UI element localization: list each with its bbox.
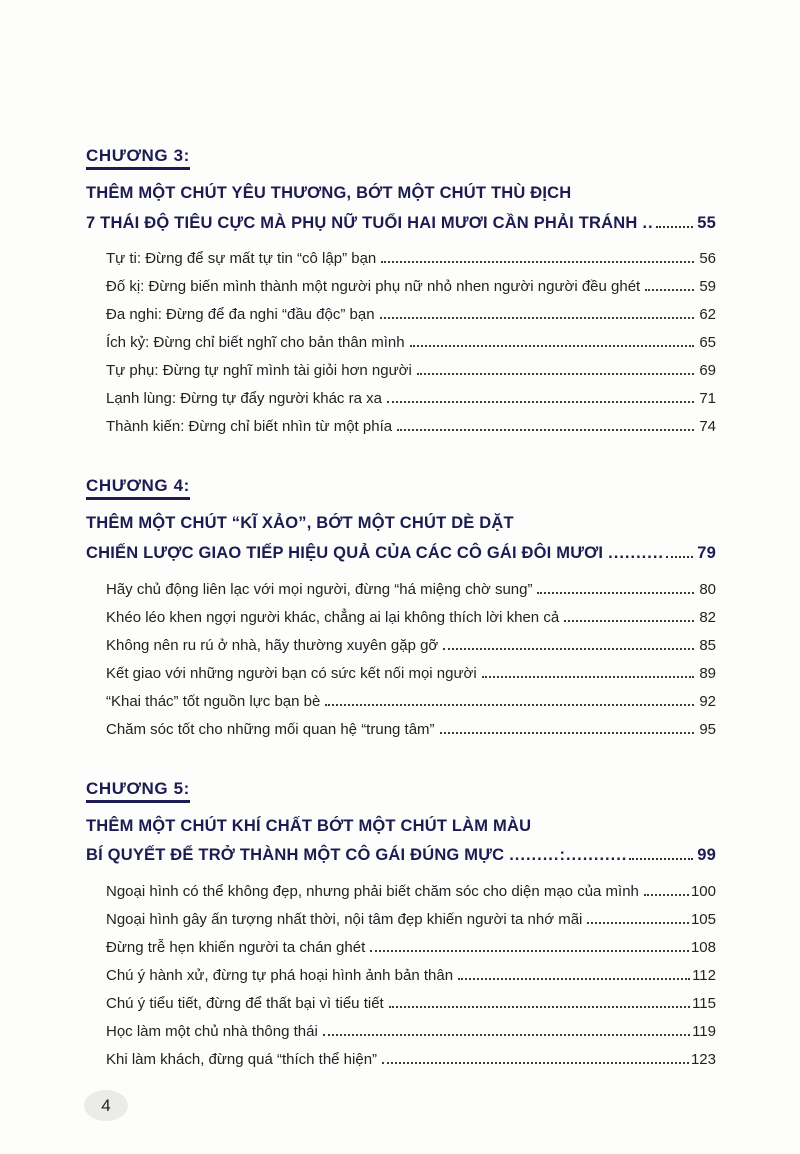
dot-leader bbox=[325, 704, 694, 706]
toc-entry-text: Chú ý hành xử, đừng tự phá hoại hình ảnh bản thân bbox=[106, 967, 454, 985]
toc-entry bbox=[106, 390, 716, 408]
toc-entry-text: Thành kiến: Đừng chỉ biết nhìn từ một phía bbox=[106, 418, 393, 436]
toc-entry-text: Ngoại hình gây ấn tượng nhất thời, nội tâm đẹp khiến người ta nhớ mãi bbox=[106, 911, 583, 929]
toc-entry-page: 56 bbox=[699, 250, 716, 268]
dot-leader bbox=[443, 648, 694, 650]
chapter-5-leader-dots: .........:........... bbox=[509, 846, 628, 865]
toc-entry-page: 69 bbox=[699, 362, 716, 380]
dot-leader bbox=[644, 894, 689, 896]
toc-entry-text: Không nên ru rú ở nhà, hãy thường xuyên gặp gỡ bbox=[106, 636, 439, 654]
chapter-3-section bbox=[86, 146, 716, 436]
chapter-3-title-text: 7 THÁI ĐỘ TIÊU CỰC MÀ PHỤ NỮ TUỔI HAI MƯƠI CẦN PHẢI TRÁNH bbox=[86, 213, 638, 232]
toc-entry-text: Đa nghi: Đừng để đa nghi “đầu độc” bạn bbox=[106, 306, 375, 324]
toc-entry-text: Đố kị: Đừng biến mình thành một người phụ nữ nhỏ nhen người người đều ghét bbox=[106, 278, 641, 296]
dot-leader bbox=[587, 922, 689, 924]
toc-entry-text: Chăm sóc tốt cho những mối quan hệ “trung tâm” bbox=[106, 720, 435, 738]
dot-leader bbox=[537, 592, 694, 594]
dot-leader bbox=[645, 289, 694, 291]
toc-entry bbox=[106, 609, 716, 627]
chapter-5-section bbox=[86, 779, 716, 1069]
toc-entry bbox=[106, 721, 716, 739]
chapter-5-title-line1: THÊM MỘT CHÚT KHÍ CHẤT BỚT MỘT CHÚT LÀM MÀU bbox=[86, 816, 532, 835]
toc-entry-text: Tự phụ: Đừng tự nghĩ mình tài giỏi hơn người bbox=[106, 362, 412, 380]
chapter-3-label: CHƯƠNG 3: bbox=[86, 146, 190, 170]
dot-leader bbox=[381, 261, 694, 263]
dot-leader bbox=[417, 373, 694, 375]
toc-entry-text: Khi làm khách, đừng quá “thích thể hiện” bbox=[106, 1051, 378, 1069]
toc-entry-page: 119 bbox=[692, 1023, 716, 1041]
toc-entry-text: “Khai thác” tốt nguồn lực bạn bè bbox=[106, 692, 321, 710]
toc-entry bbox=[106, 250, 716, 268]
dot-leader bbox=[382, 1062, 689, 1064]
toc-entry-page: 74 bbox=[699, 418, 716, 436]
toc-entry bbox=[106, 362, 716, 380]
chapter-4-section bbox=[86, 476, 716, 738]
toc-entry bbox=[106, 334, 716, 352]
chapter-3-leader-dots: .. bbox=[642, 213, 654, 232]
toc-entry-page: 108 bbox=[690, 939, 716, 957]
toc-entry-page: 59 bbox=[699, 278, 716, 296]
toc-entry-text: Học làm một chủ nhà thông thái bbox=[106, 1023, 318, 1041]
chapter-4-leader-dots: .......... bbox=[608, 544, 664, 563]
toc-entry-page: 123 bbox=[690, 1051, 716, 1069]
dot-leader bbox=[323, 1034, 690, 1036]
toc-entry-page: 115 bbox=[692, 995, 716, 1013]
toc-entry-page: 112 bbox=[692, 967, 716, 985]
toc-entry-page: 65 bbox=[699, 334, 716, 352]
toc-entry-text: Kết giao với những người bạn có sức kết nối mọi người bbox=[106, 664, 477, 682]
toc-entry bbox=[106, 693, 716, 711]
chapter-5-title-line2 bbox=[86, 841, 716, 871]
toc-entry-page: 105 bbox=[690, 911, 716, 929]
toc-entry-text: Chú ý tiểu tiết, đừng để thất bại vì tiểu tiết bbox=[106, 995, 384, 1013]
toc-entry bbox=[106, 995, 716, 1013]
chapter-4-entries bbox=[106, 581, 716, 739]
toc-entry bbox=[106, 418, 716, 436]
chapter-3-title-line1: THÊM MỘT CHÚT YÊU THƯƠNG, BỚT MỘT CHÚT THÙ ĐỊCH bbox=[86, 184, 572, 202]
toc-entry-text: Lạnh lùng: Đừng tự đẩy người khác ra xa bbox=[106, 390, 382, 408]
dot-leader bbox=[389, 1006, 690, 1008]
dot-leader bbox=[458, 978, 690, 980]
toc-entry bbox=[106, 637, 716, 655]
toc-entry-page: 92 bbox=[699, 692, 716, 710]
chapter-4-title-text: CHIẾN LƯỢC GIAO TIẾP HIỆU QUẢ CỦA CÁC CÔ GÁI ĐÔI MƯƠI bbox=[86, 544, 604, 563]
dot-leader bbox=[397, 429, 694, 431]
chapter-3-page-number: 55 bbox=[697, 213, 716, 232]
toc-entry-page: 89 bbox=[699, 664, 716, 682]
chapter-5-label: CHƯƠNG 5: bbox=[86, 779, 190, 803]
chapter-5-page-number: 99 bbox=[697, 846, 716, 865]
toc-entry bbox=[106, 1023, 716, 1041]
toc-entry-text: Ngoại hình có thể không đẹp, nhưng phải biết chăm sóc cho diện mạo của mình bbox=[106, 883, 639, 901]
dot-leader bbox=[387, 401, 694, 403]
toc-entry bbox=[106, 883, 716, 901]
toc-entry-text: Khéo léo khen ngợi người khác, chẳng ai lại không thích lời khen cả bbox=[106, 608, 560, 626]
dot-leader bbox=[440, 732, 694, 734]
toc-entry bbox=[106, 278, 716, 296]
toc-entry-text: Tự ti: Đừng để sự mất tự tin “cô lập” bạn bbox=[106, 250, 377, 268]
toc-entry-page: 82 bbox=[699, 608, 716, 626]
dot-leader bbox=[380, 317, 694, 319]
folio-page-number: 4 bbox=[84, 1090, 128, 1121]
chapter-4-dot-leader bbox=[666, 556, 693, 558]
dot-leader bbox=[482, 676, 694, 678]
toc-entry bbox=[106, 581, 716, 599]
chapter-3-entries bbox=[106, 250, 716, 436]
toc-entry-page: 85 bbox=[699, 636, 716, 654]
toc-entry-text: Hãy chủ động liên lạc với mọi người, đừng “há miệng chờ sung” bbox=[106, 580, 533, 598]
dot-leader bbox=[564, 620, 694, 622]
toc-entry-page: 95 bbox=[699, 720, 716, 738]
toc-entry-page: 100 bbox=[690, 883, 716, 901]
chapter-4-title-line2 bbox=[86, 539, 716, 569]
toc-entry bbox=[106, 306, 716, 324]
chapter-5-title-text: BÍ QUYẾT ĐỂ TRỞ THÀNH MỘT CÔ GÁI ĐÚNG MỰC bbox=[86, 846, 505, 865]
toc-entry bbox=[106, 1051, 716, 1069]
chapter-3-title-line2 bbox=[86, 209, 716, 239]
chapter-5-dot-leader bbox=[629, 858, 693, 860]
chapter-4-label: CHƯƠNG 4: bbox=[86, 476, 190, 500]
dot-leader bbox=[370, 950, 689, 952]
toc-entry bbox=[106, 939, 716, 957]
dot-leader bbox=[410, 345, 694, 347]
toc-entry bbox=[106, 665, 716, 683]
chapter-5-entries bbox=[106, 883, 716, 1069]
chapter-4-page-number: 79 bbox=[697, 544, 716, 563]
toc-entry bbox=[106, 911, 716, 929]
chapter-4-title-line1: THÊM MỘT CHÚT “KĨ XẢO”, BỚT MỘT CHÚT DÈ DẶT bbox=[86, 514, 514, 533]
toc-entry-page: 62 bbox=[699, 306, 716, 324]
toc-entry-text: Đừng trễ hẹn khiến người ta chán ghét bbox=[106, 939, 366, 957]
toc-entry-page: 80 bbox=[699, 580, 716, 598]
toc-entry bbox=[106, 967, 716, 985]
chapter-3-dot-leader bbox=[656, 226, 694, 228]
toc-entry-text: Ích kỷ: Đừng chỉ biết nghĩ cho bản thân mình bbox=[106, 334, 405, 352]
toc-entry-page: 71 bbox=[699, 390, 716, 408]
